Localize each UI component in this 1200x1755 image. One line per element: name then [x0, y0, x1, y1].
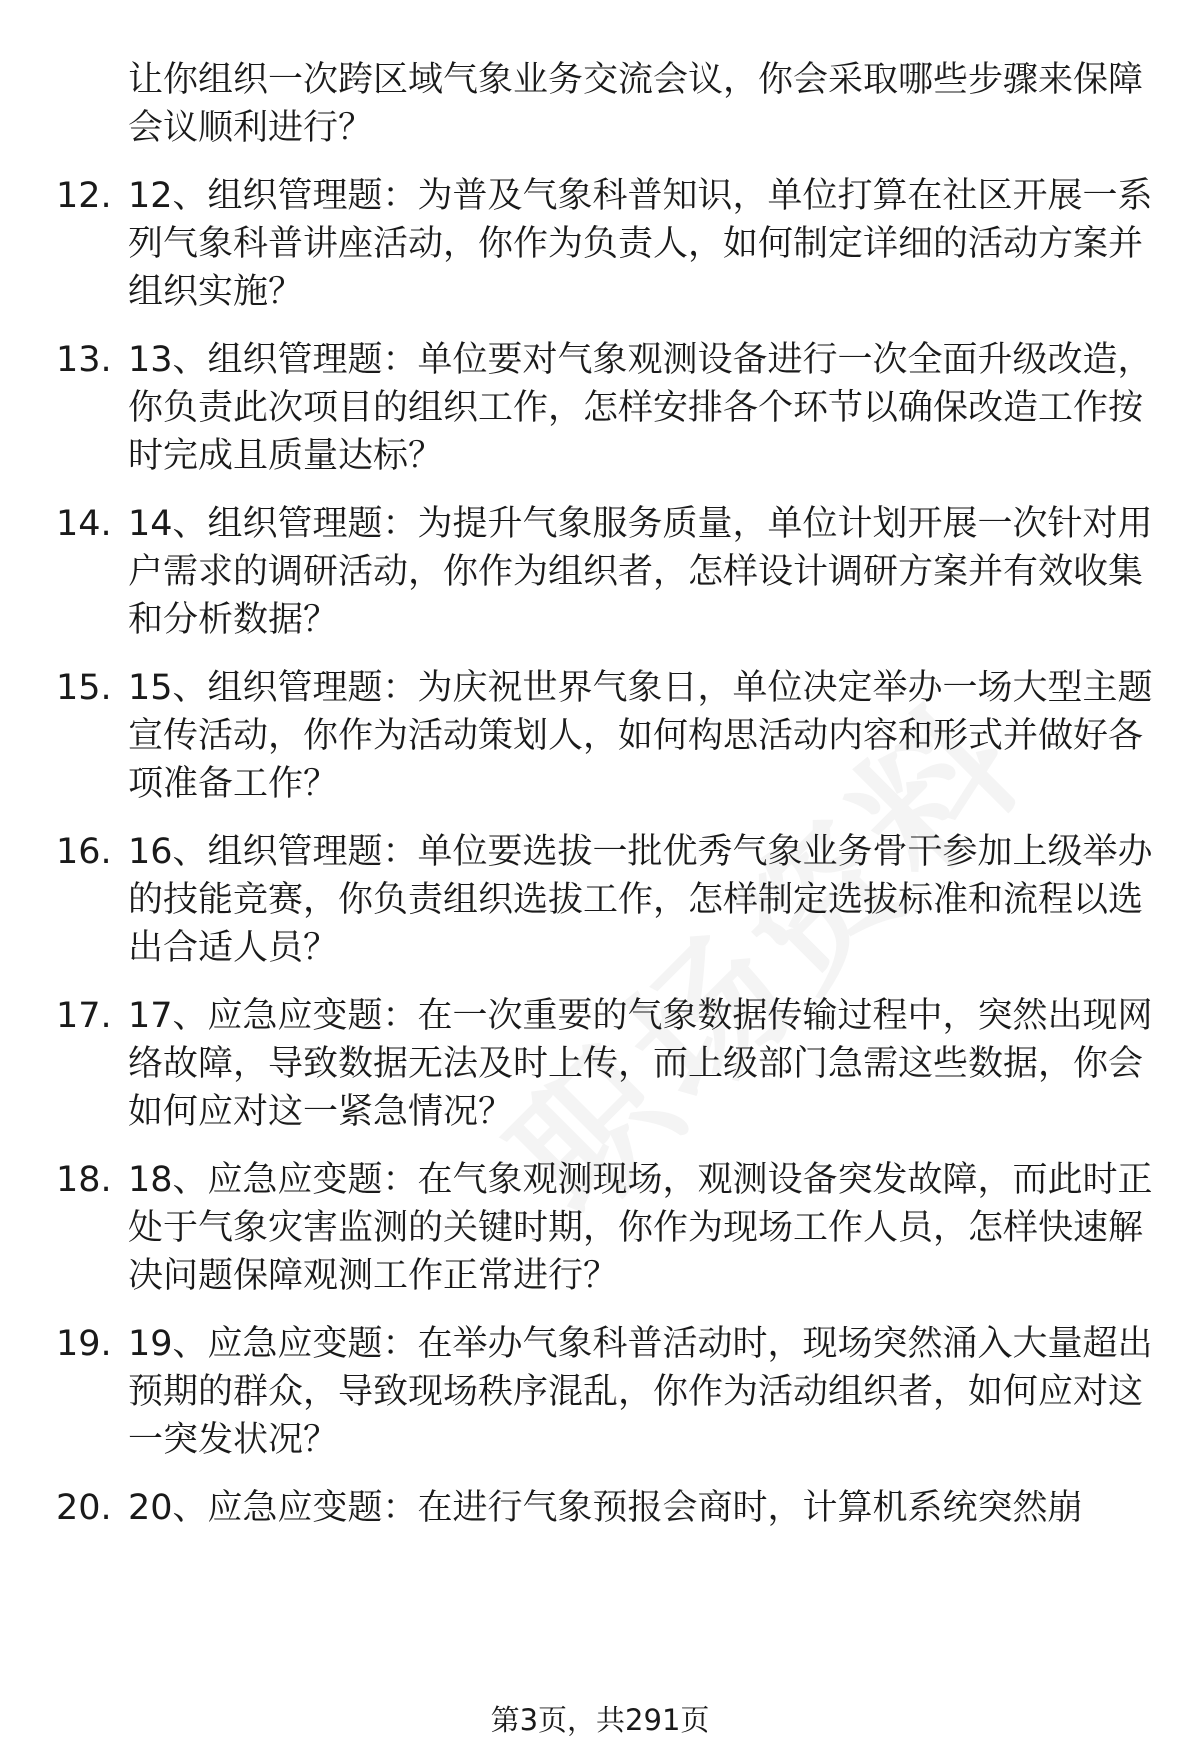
item-text: 12、组织管理题：为普及气象科普知识，单位打算在社区开展一系列气象科普讲座活动，你作为负责人，如何制定详细的活动方案并组织实施？ — [128, 176, 1153, 312]
item-text: 14、组织管理题：为提升气象服务质量，单位计划开展一次针对用户需求的调研活动，你作为组织者，怎样设计调研方案并有效收集和分析数据？ — [128, 504, 1153, 640]
page-footer: 第3页，共291页 — [490, 1703, 710, 1737]
item-text: 15、组织管理题：为庆祝世界气象日，单位决定举办一场大型主题宣传活动，你作为活动策划人，如何构思活动内容和形式并做好各项准备工作？ — [128, 668, 1153, 804]
item-number: 20. — [56, 1488, 112, 1528]
item-text: 16、组织管理题：单位要选拔一批优秀气象业务骨干参加上级举办的技能竞赛，你负责组织选拔工作，怎样制定选拔标准和流程以选出合适人员？ — [128, 832, 1153, 968]
item-number: 19. — [56, 1324, 112, 1364]
item-text: 20、应急应变题：在进行气象预报会商时，计算机系统突然崩 — [128, 1488, 1083, 1528]
continuation-text: 让你组织一次跨区域气象业务交流会议，你会采取哪些步骤来保障会议顺利进行？ — [128, 60, 1144, 148]
item-number: 18. — [56, 1160, 112, 1200]
item-text: 18、应急应变题：在气象观测现场，观测设备突发故障，而此时正处于气象灾害监测的关键时期，你作为现场工作人员，怎样快速解决问题保障观测工作正常进行？ — [128, 1160, 1153, 1296]
item-number: 13. — [56, 340, 112, 380]
item-text: 19、应急应变题：在举办气象科普活动时，现场突然涌入大量超出预期的群众，导致现场秩序混乱，你作为活动组织者，如何应对这一突发状况？ — [128, 1324, 1153, 1460]
item-number: 12. — [56, 176, 112, 216]
item-number: 16. — [56, 832, 112, 872]
item-text: 17、应急应变题：在一次重要的气象数据传输过程中，突然出现网络故障，导致数据无法及时上传，而上级部门急需这些数据，你会如何应对这一紧急情况？ — [128, 996, 1153, 1132]
item-number: 14. — [56, 504, 112, 544]
item-number: 15. — [56, 668, 112, 708]
item-text: 13、组织管理题：单位要对气象观测设备进行一次全面升级改造，你负责此次项目的组织工作，怎样安排各个环节以确保改造工作按时完成且质量达标？ — [128, 340, 1153, 476]
item-number: 17. — [56, 996, 112, 1036]
